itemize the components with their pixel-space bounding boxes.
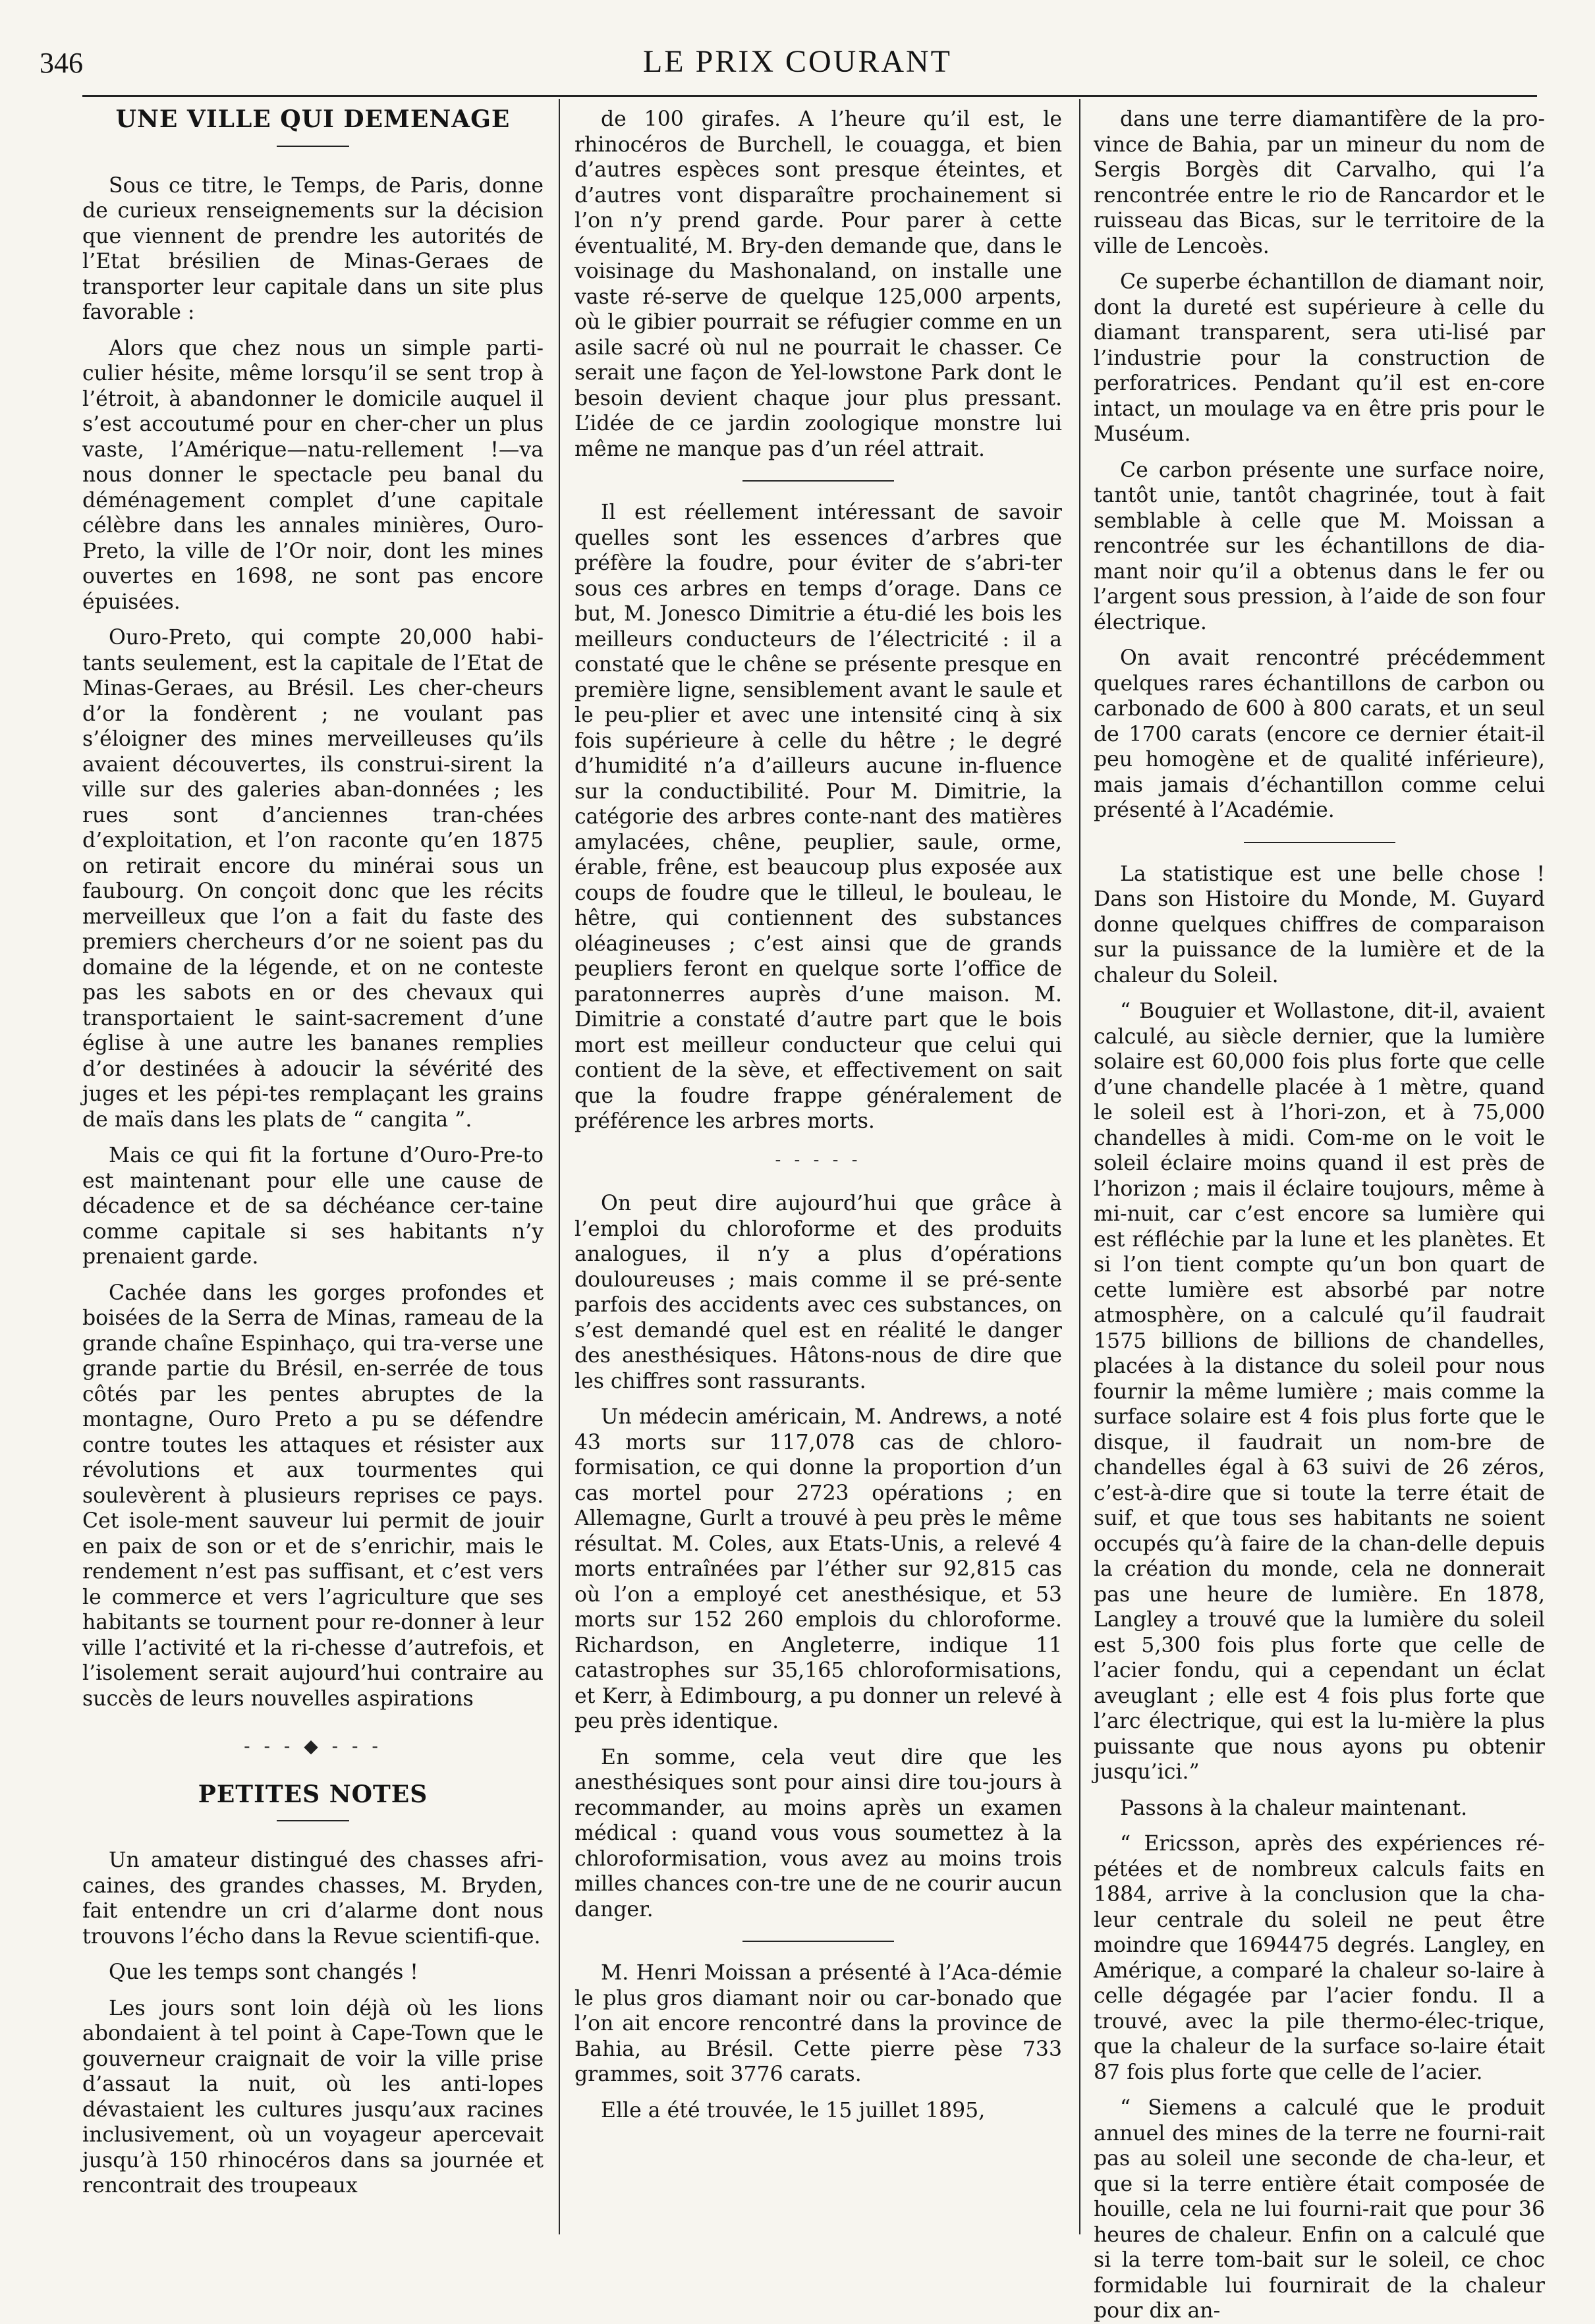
paragraph: Mais ce qui fit la fortune d’Ouro-Pre-to est maintenant pour elle une cause de décadence et de sa déchéance cer-taine comme capitale si ses habitants n’y prenaient garde. [82, 1144, 544, 1269]
paragraph: M. Henri Moissan a présenté à l’Aca-démie le plus gros diamant noir ou car-bonado que l’on ait encore rencontré dans la province de Bahia, au Brésil. Cette pierre pèse 733 grammes, soit 3776 carats. [574, 1961, 1062, 2086]
header-rule [82, 95, 1537, 97]
paragraph: Cachée dans les gorges profondes et boisées de la Serra de Minas, rameau de la grande chaîne Espinhaço, qui tra-verse une grande partie du Brésil, en-serrée de tous côtés par les pentes abruptes de la montagne, Ouro Preto a pu se défendre contre toutes les attaques et résister aux révolutions et aux tourmentes qui soulevèrent à plusieurs reprises ce pays. Cet isole-ment sauveur lui permit de jouir en paix de son or et de s’enrichir, mais le rendement n’est pas suffisant, et c’est vers le commerce et vers l’agriculture que ses habitants se tournent pour re-donner à leur ville l’activité et la ri-chesse d’autrefois, et l’isolement serait aujourd’hui contraire au succès de leurs nouvelles aspirations [82, 1281, 544, 1711]
paragraph: Un médecin américain, M. Andrews, a noté 43 morts sur 117,078 cas de chloro-formisation, ce qui donne la proportion d’un cas mortel pour 2723 opérations ; en Allemagne, Gurlt a trouvé à peu près le même résultat. M. Coles, aux Etats-Unis, a relevé 4 morts entraînées par l’éther sur 92,815 cas où l’on a employé cet anesthésique, et 53 morts sur 152 260 emplois du chloroforme. Richardson, en Angleterre, indique 11 catastrophes sur 35,165 chloroformisations, et Kerr, à Edimbourg, a pu donner un relevé à peu près identique. [574, 1405, 1062, 1733]
paragraph: “ Bouguier et Wollastone, dit-il, avaient calculé, au siècle dernier, que la lumière solaire est 60,000 fois plus forte que celle d’une chandelle placée à 1 mètre, quand le soleil est à l’hori-zon, et à 75,000 chandelles à midi. Com-me on le voit le soleil éclaire moins quand il est près de l’horizon ; mais il éclaire toujours, même à mi-nuit, car c’est encore sa lumière qui est réfléchie par la lune et les planètes. Et si l’on tient compte qu’un bon quart de cette lumière est absorbé par notre atmosphère, on a calculé qu’il faudrait 1575 billions de billions de chandelles, placées à la distance du soleil pour nous fournir la même lumière ; mais comme la surface solaire est 4 fois plus forte que le disque, il faudrait un nom-bre de chandelles égal à 63 suivi de 26 zéros, c’est-à-dire que si toute la terre était de suif, et que tous ses habitants ne soient occupés qu’à faire de la chan-delle depuis la création du monde, cela ne donnerait pas une heure de lumière. En 1878, Langley a trouvé que la lumière du soleil est 5,300 fois plus forte que celle de l’acier fondu, qui a cependant un éclat aveuglant ; elle est 4 fois plus forte que l’arc électrique, qui est la lu-mière la plus puissante que nous ayons pu obtenir jusqu’ici.” [1094, 999, 1545, 1784]
separator-dashes: - - - - - [775, 1149, 862, 1170]
paragraph: “ Siemens a calculé que le produit annuel des mines de la terre ne fourni-rait pas au soleil une seconde de cha-leur, et que si la terre entière était composée de houille, cela ne lui fourni-rait que pour 36 heures de chaleur. Enfin on a calculé que si la terre tom-bait sur le soleil, ce choc formidable lui fournirait de la chaleur pour dix an- [1094, 2096, 1545, 2323]
section-heading: PETITES NOTES [198, 1780, 428, 1808]
column-divider [1079, 99, 1080, 2234]
heading-rule [277, 146, 349, 147]
column-divider [559, 99, 560, 2234]
paragraph: de 100 girafes. A l’heure qu’il est, le rhinocéros de Burchell, le couagga, et bien d’autres espèces sont presque éteintes, et d’autres vont disparaître prochainement si l’on n’y prend garde. Pour parer à cette éventualité, M. Bry-den demande que, dans le voisinage du Mashonaland, on installe une vaste ré-serve de quelque 125,000 arpents, où le gibier pourrait se réfugier comme en un asile sacré où nul ne pourrait le chasser. Ce serait une façon de Yel-lowstone Park dont le besoin devient chaque jour plus pressant. L’idée de ce jardin zoologique monstre lui même ne manque pas d’un réel attrait. [574, 107, 1062, 461]
section-ornament: - - - ◆ - - - [244, 1735, 382, 1757]
paragraph: Ce superbe échantillon de diamant noir, dont la dureté est supérieure à celle du diamant transparent, sera uti-lisé par l’industrie pour la construction de perforatrices. Pendant qu’il est en-core intact, un moulage va en être pris pour le Muséum. [1094, 270, 1545, 446]
column-3 [1094, 107, 1545, 2323]
paragraph: Un amateur distingué des chasses afri-caines, des grandes chasses, M. Bryden, fait entendre un cri d’alarme dont nous trouvons l’écho dans la Revue scientifi-que. [82, 1848, 544, 1949]
separator-rule [1244, 842, 1395, 843]
paragraph: Ce carbon présente une surface noire, tantôt unie, tantôt chagrinée, tout à fait semblable à celle que M. Moissan a rencontrée sur les échantillons de dia-mant noir qu’il a obtenus dans le fer ou l’argent sous pression, à l’aide de son four électrique. [1094, 458, 1545, 634]
separator-rule [742, 1941, 894, 1942]
paragraph: La statistique est une belle chose ! Dans son Histoire du Monde, M. Guyard donne quelques chiffres de comparaison sur la puissance de la lumière et de la chaleur du Soleil. [1094, 862, 1545, 987]
separator-rule [742, 480, 894, 482]
paragraph: Les jours sont loin déjà où les lions abondaient à tel point à Cape-Town que le gouverneur craignait de voir la ville prise d’assaut la nuit, où les anti-lopes dévastaient les cultures jusqu’aux racines inclusivement, où un voyageur apercevait jusqu’à 150 rhinocéros dans sa journée et rencontrait des troupeaux [82, 1996, 544, 2198]
paragraph: Passons à la chaleur maintenant. [1120, 1796, 1468, 1820]
paragraph: On peut dire aujourd’hui que grâce à l’emploi du chloroforme et des produits analogues, il n’y a plus d’opérations douloureuses ; mais comme il se pré-sente parfois des accidents avec ces substances, on s’est demandé quel est en réalité le danger des anesthésiques. Hâtons-nous de dire que les chiffres sont rassurants. [574, 1192, 1062, 1393]
article-heading: UNE VILLE QUI DEMENAGE [115, 105, 511, 133]
paragraph: Elle a été trouvée, le 15 juillet 1895, [601, 2098, 986, 2122]
paragraph: Sous ce titre, le Temps, de Paris, donne de curieux renseignements sur la décision que viennent de prendre les autorités de l’Etat brésilien de Minas-Geraes de transporter leur capitale dans un site plus favorable : [82, 173, 544, 324]
running-title: LE PRIX COURANT [642, 44, 952, 79]
paragraph: “ Ericsson, après des expériences ré-pétées et de nombreux calculs faits en 1884, arrive à la conclusion que la cha-leur centrale du soleil ne peut être moindre que 1694475 degrés. Langley, en Amérique, a comparé la chaleur so-laire à celle dégagée par l’acier fondu. Il a trouvé, avec la pile thermo-élec-trique, que la chaleur de la surface so-laire était 87 fois plus forte que celle de l’acier. [1094, 1832, 1545, 2084]
paragraph: En somme, cela veut dire que les anesthésiques sont pour ainsi dire tou-jours à recommander, au moins après un examen médical : quand vous vous soumettez à la chloroformisation, vous avez au moins trois milles chances con-tre une de ne courir aucun danger. [574, 1745, 1062, 1922]
paragraph: Alors que chez nous un simple parti-culier hésite, même lorsqu’il se sent trop à l’étroit, à abandonner le domicile auquel il s’est accoutumé pour en cher-cher un plus vaste, l’Amérique—natu-rellement !—va nous donner le spectacle peu banal du déménagement complet d’une capitale célèbre dans les annales minières, Ouro-Preto, la ville de l’Or noir, dont les mines ouvertes en 1698, ne sont pas encore épuisées. [82, 336, 544, 614]
paragraph: Que les temps sont changés ! [109, 1960, 418, 1984]
paragraph: Ouro-Preto, qui compte 20,000 habi-tants seulement, est la capitale de l’Etat de Minas-Geraes, au Brésil. Les cher-cheurs d’or la fondèrent ; ne voulant pas s’éloigner des mines merveilleuses qu’ils avaient découvertes, ils construi-sirent la ville sur des galeries aban-données ; les rues sont d’anciennes tran-chées d’exploitation, et l’on raconte qu’en 1875 on retirait encore du minérai sous un faubourg. On conçoit donc que les récits merveilleux que l’on a fait du faste des premiers chercheurs d’or ne soient pas du domaine de la légende, et on ne conteste pas les sabots en or des chevaux qui transportaient le saint-sacrement d’une église à une autre les bananes remplies d’or destinées à adoucir la sévérité des juges et les pépi-tes remplaçant les grains de maïs dans les plats de “ cangita ”. [82, 626, 544, 1132]
column-1 [82, 107, 544, 2223]
paragraph: Il est réellement intéressant de savoir quelles sont les essences d’arbres que préfère la foudre, pour éviter de s’abri-ter sous ces arbres en temps d’orage. Dans ce but, M. Jonesco Dimitrie a étu-dié les bois les meilleurs conducteurs de l’électricité : il a constaté que le chêne se présente presque en première ligne, sensiblement avant le saule et le peu-plier et avec une intensité cinq à six fois supérieure à celle du hêtre ; le degré d’humidité n’a d’ailleurs aucune in-fluence sur la conductibilité. Pour M. Dimitrie, la catégorie des arbres conte-nant des matières amylacées, chêne, peuplier, saule, orme, érable, frêne, est beaucoup plus exposée aux coups de foudre que le tilleul, le bouleau, le hêtre, qui contiennent des substances oléagineuses ; c’est ainsi que de grands peupliers feront en quelque sorte l’office de paratonnerres auprès d’une maison. M. Dimitrie a constaté d’autre part que le bois mort est meilleur conducteur que celui qui contient de la sève, et effectivement on sait que la foudre frappe généralement de préférence les arbres morts. [574, 501, 1062, 1133]
heading-rule [277, 1820, 349, 1821]
page-number: 346 [40, 47, 83, 79]
paragraph: dans une terre diamantifère de la pro-vince de Bahia, par un mineur du nom de Sergis Borgès dit Carvalho, qui l’a rencontrée entre le rio de Rancardor et le ruisseau das Bicas, sur le territoire de la ville de Lencoès. [1094, 107, 1545, 258]
column-2 [574, 107, 1062, 2223]
paragraph: On avait rencontré précédemment quelques rares échantillons de carbon ou carbonado de 600 à 800 carats, et un seul de 1700 carats (encore ce dernier était-il peu homogène et de qualité inférieure), mais jamais d’échantillon comme celui présenté à l’Académie. [1094, 646, 1545, 822]
